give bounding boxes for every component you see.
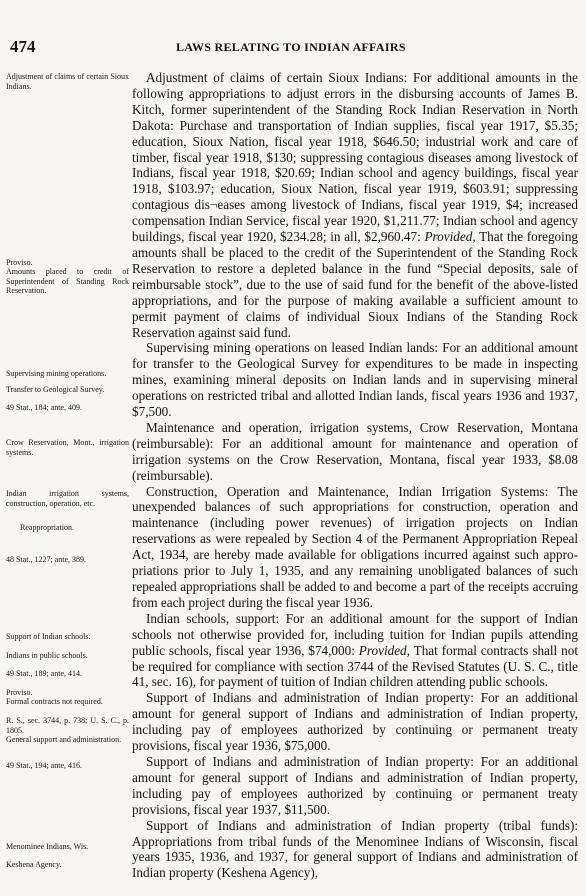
margin-note-irrigation: Indian irrigation systems, construction, operation, etc. <box>6 489 129 508</box>
margin-note-amounts-placed: Amounts placed to credit of Superintendent of Standing Rock Reservation. <box>6 267 129 296</box>
body-text <box>132 70 578 881</box>
margin-note-transfer: Transfer to Geological Survey. <box>6 385 105 394</box>
margin-note-sioux-claims: Adjustment of claims of certain Sioux Indians. <box>6 72 129 91</box>
page-number: 474 <box>10 37 36 56</box>
margin-note-citation: 48 Stat., 1227; ante, 389. <box>6 555 86 564</box>
margin-note-proviso: Proviso. <box>6 688 33 697</box>
margin-note-citation: 49 Stat., 184; ante, 409. <box>6 403 82 412</box>
margin-note-formal-contracts: Formal contracts not required. <box>6 697 103 706</box>
paragraph-support-1937: Support of Indians and administration of Indian property: For an additional amount for general support of Indians and administration of Indian property, including pay of employees authorized by continuing or permanent treaty provisions, fiscal year 1937, $11,500. <box>132 753 578 817</box>
margin-note-menominee: Menominee Indians, Wis. <box>6 842 89 851</box>
margin-note-general-support: General support and administration. <box>6 735 122 744</box>
paragraph-schools: Indian schools, support: For an additional amount for the support of Indian schools not otherwise provided for, including tuition for Indian pupils attending public schools, fiscal year 1936, $74,000: Provided, That formal contracts shall not be required for compliance with section 3744 of the Revised Statutes (U. S. C., title 41, sec. 16), for payment of tuition of Indian children attending public schools. <box>132 610 578 690</box>
margin-note-proviso: Proviso. <box>6 258 33 267</box>
margin-note-citation: 49 Stat., 194; ante, 416. <box>6 761 82 770</box>
margin-note-reappropriation: Reappropriation. <box>20 523 74 532</box>
paragraph-support-1936: Support of Indians and administration of Indian property: For an additional amount for general support of Indians and administration of Indian property, including pay of employees authorized by continuing or permanent treaty provisions, fiscal year 1936, $75,000. <box>132 690 578 754</box>
margin-note-public-schools: Indians in public schools. <box>6 651 88 660</box>
margin-note-mining: Supervising mining operations. <box>6 369 107 378</box>
page-header <box>10 37 576 57</box>
paragraph-crow-irrigation: Maintenance and operation, irrigation systems, Crow Reservation, Montana (reimbursable): For an additional amount for maintenance and operation of irrigation systems on the Crow Reservation, Montana, fiscal year 1933, $8.08 (reimbursable). <box>132 419 578 483</box>
margin-note-crow: Crow Reservation, Mont., irrigation systems. <box>6 438 129 457</box>
paragraph-mining: Supervising mining operations on leased Indian lands: For an additional amount for transfer to the Geological Survey for expenditures to be made in inspecting mines, examining mineral deposits on Indian lands and in supervising mineral operations on restricted tribal and allotted Indian lands, fiscal years 1936 and 1937, $7,500. <box>132 340 578 420</box>
margin-note-schools: Support of Indian schools. <box>6 632 91 641</box>
paragraph-tribal-funds: Support of Indians and administration of Indian property (tribal funds): Appropriations from tribal funds of the Menominee Indians of Wisconsin, fiscal years 1935, 1936, and 1937, for general support of Indians and administration of Indian property (Keshena Agency), <box>132 817 578 881</box>
paragraph-sioux-claims: Adjustment of claims of certain Sioux Indians: For additional amounts in the following appropriations to adjust errors in the disbursing accounts of James B. Kitch, former superintendent of the Standing Rock Indian Reservation in North Dakota: Purchase and transportation of Indian supplies, fiscal year 1917, $5.35; education, Sioux Nation, fiscal year 1918, $646.50; industrial work and care of timber, fiscal year 1918, $130; suppressing contagious diseases among livestock of Indians, fiscal year 1918, $20.69; Indian school and agency buildings, fiscal year 1918, $103.97; education, Sioux Nation, fiscal year 1919, $603.91; suppressing contagious dis¬eases among livestock of Indians, fiscal year 1919, $4; increased compensation Indian Service, fiscal year 1920, $1,211.77; Indian school and agency buildings, fiscal year 1920, $234.28; in all, $2,960.47: Provided, That the foregoing amounts shall be placed to the credit of the Superintendent of the Standing Rock Reservation to restore a depleted balance in the fund “Special deposits, sale of reimbursable stock”, due to the use of said fund for the benefit of the above-listed appropriations, and for the purpose of making available a sufficient amount to permit payment of claims of individual Sioux Indians of the Standing Rock Reservation against said fund. <box>132 70 579 340</box>
margin-note-citation: 49 Stat., 189; ante, 414. <box>6 669 82 678</box>
paragraph-irrigation-systems: Construction, Operation and Maintenance, Indian Irrigation Systems: The unexpended balances of such appropriations for construction, operation and maintenance (including power revenues) of irrigation projects on Indian reservations as were repealed by Section 4 of the Permanent Appropriation Repeal Act, 1934, are hereby made available for obligations incurred against such appropriations prior to July 1, 1935, and any remaining unobligated balances of such repealed appropriations shall be added to and become a part of the receipts accruing from each project during the fiscal year 1936. <box>132 483 578 610</box>
running-head: LAWS RELATING TO INDIAN AFFAIRS <box>176 40 406 54</box>
margin-note-citation: R. S., sec. 3744, p. 738; U. S. C., p. 1805. <box>6 716 129 735</box>
margin-note-keshena: Keshena Agency. <box>6 860 62 869</box>
